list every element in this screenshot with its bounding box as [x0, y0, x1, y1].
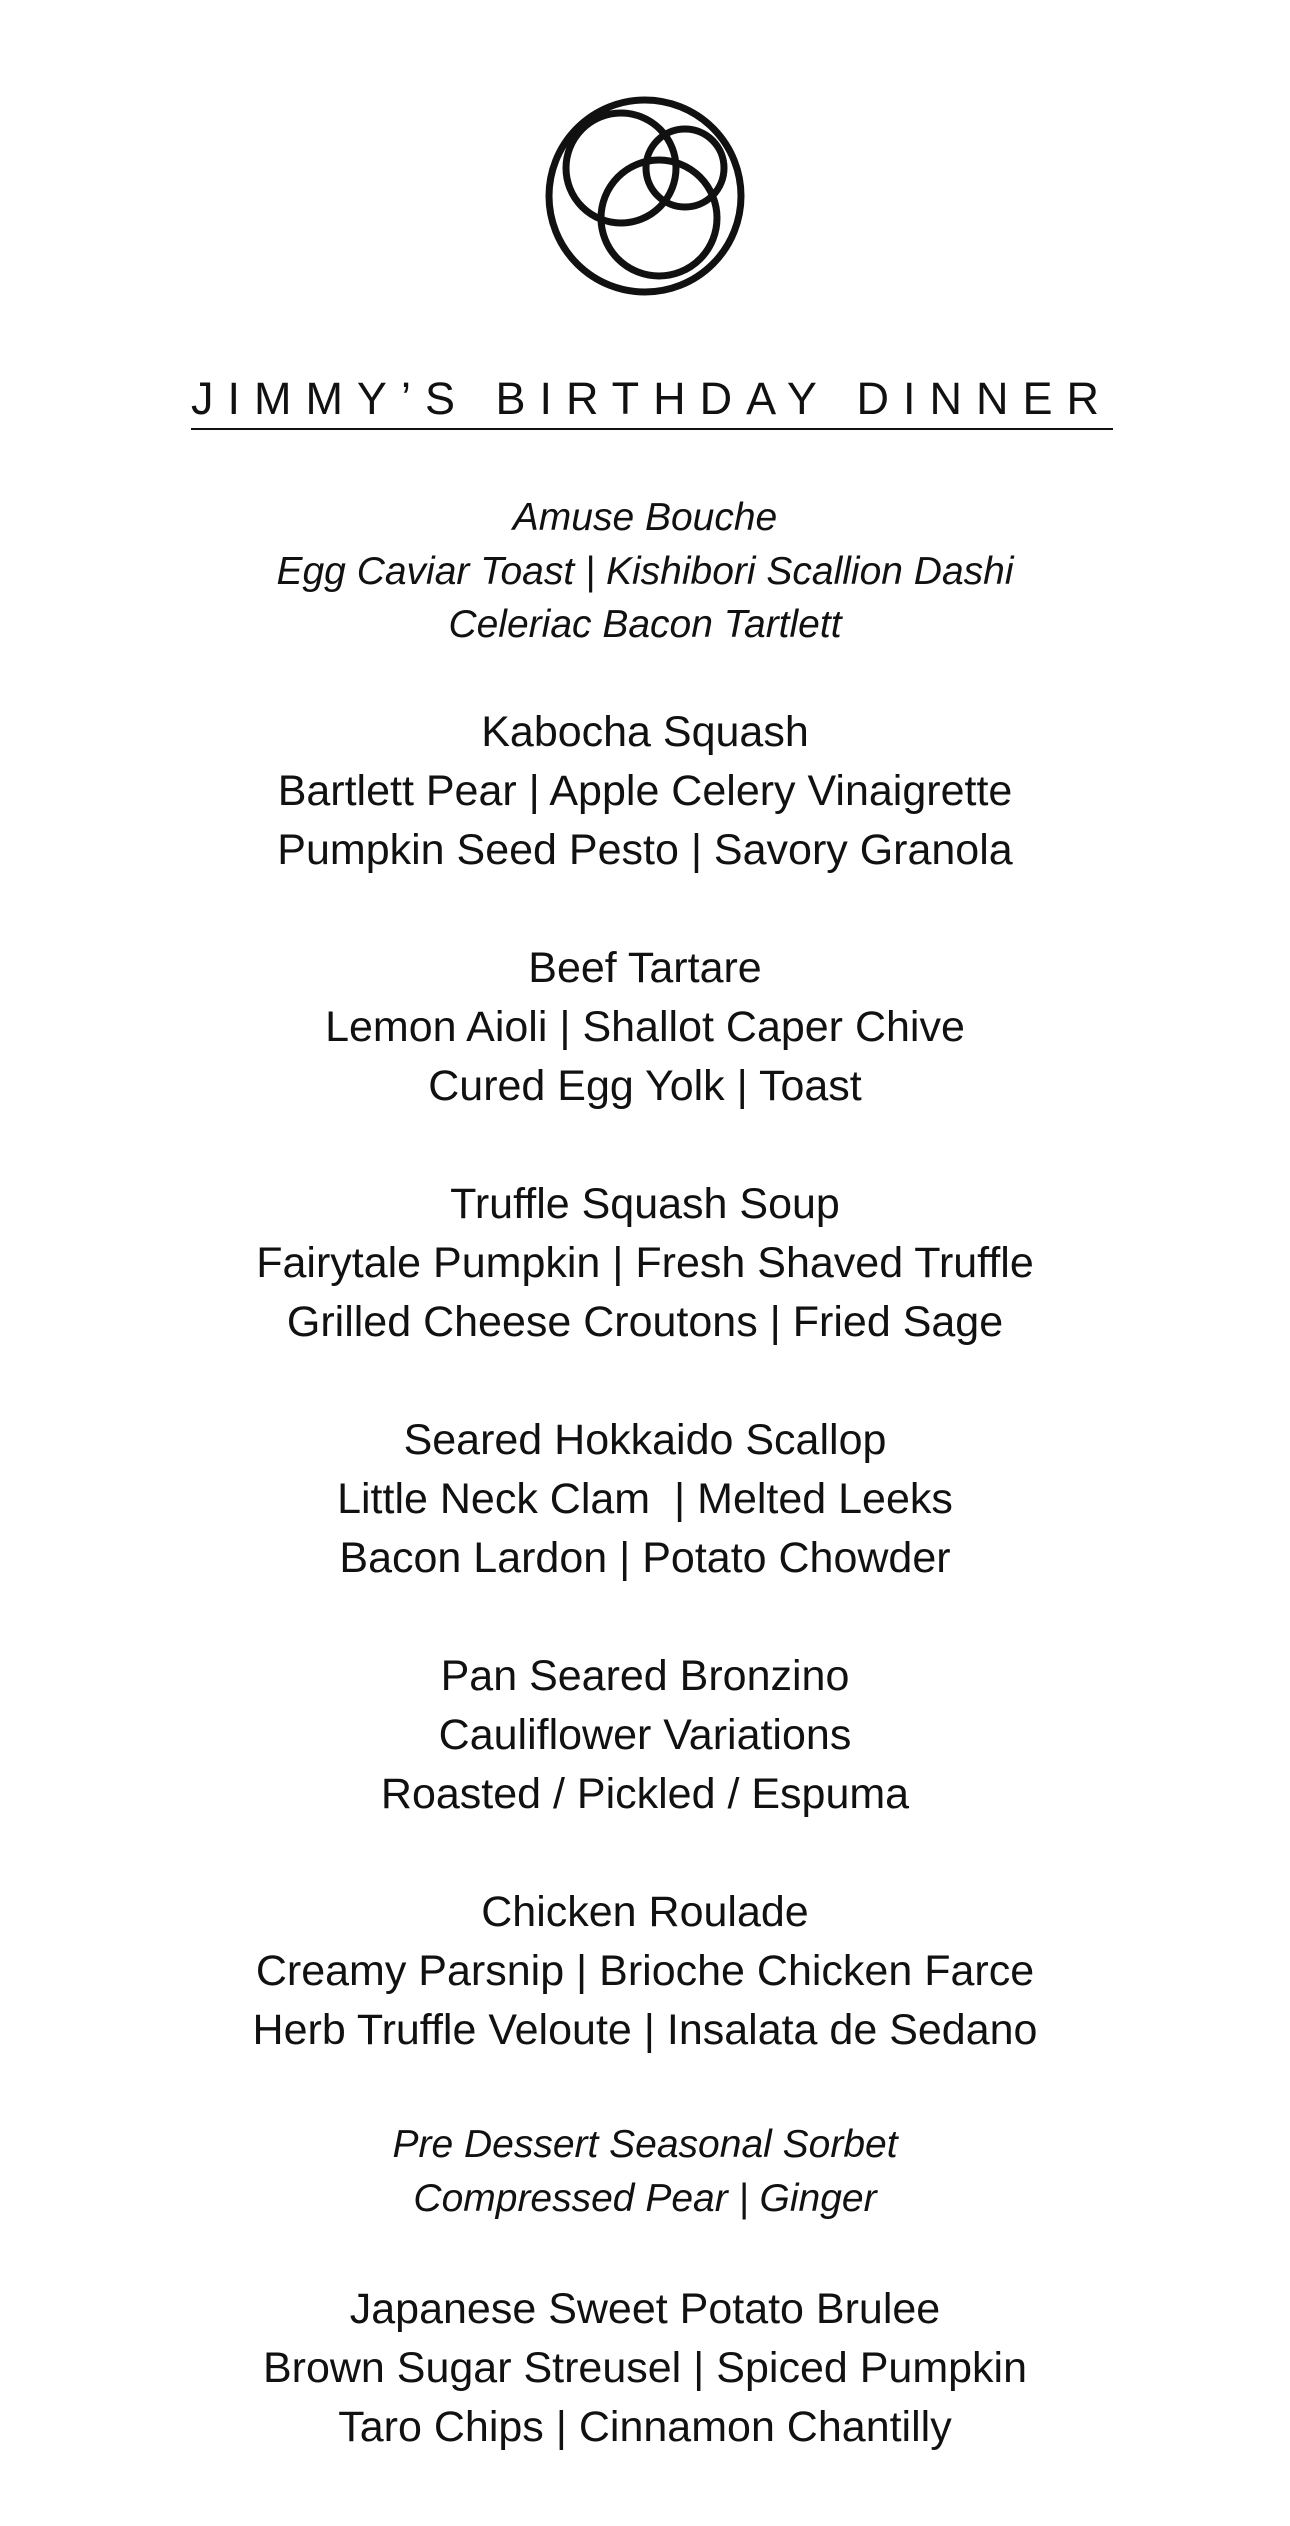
course-detail: Bartlett Pear | Apple Celery Vinaigrette	[277, 767, 1013, 815]
course-name: Pan Seared Bronzino	[440, 1652, 850, 1700]
course-sweet-potato-brulee	[0, 2280, 1290, 2457]
course-detail: Bacon Lardon | Potato Chowder	[339, 1534, 951, 1582]
course-detail: Brown Sugar Streusel | Spiced Pumpkin	[262, 2344, 1028, 2392]
course-seared-hokkaido-scallop	[0, 1411, 1290, 1588]
course-name: Pre Dessert Seasonal Sorbet	[392, 2123, 898, 2166]
course-beef-tartare	[0, 939, 1290, 1116]
course-pan-seared-bronzino	[0, 1647, 1290, 1824]
course-detail: Cauliflower Variations	[438, 1711, 852, 1759]
course-name: Amuse Bouche	[512, 496, 778, 539]
course-detail: Pumpkin Seed Pesto | Savory Granola	[277, 826, 1013, 874]
course-detail: Compressed Pear | Ginger	[413, 2176, 877, 2220]
course-detail: Lemon Aioli | Shallot Caper Chive	[325, 1003, 965, 1051]
page-title	[0, 372, 1290, 430]
page-title-text: JIMMY’S BIRTHDAY DINNER	[191, 372, 1113, 430]
course-name: Japanese Sweet Potato Brulee	[349, 2285, 941, 2333]
course-detail: Cured Egg Yolk | Toast	[428, 1062, 862, 1110]
course-detail: Herb Truffle Veloute | Insalata de Sedano	[252, 2006, 1038, 2054]
course-detail: Roasted / Pickled / Espuma	[380, 1770, 910, 1818]
interlocking-circles-logo-icon	[543, 94, 747, 298]
course-name: Seared Hokkaido Scallop	[403, 1416, 887, 1464]
course-detail: Fairytale Pumpkin | Fresh Shaved Truffle	[256, 1239, 1034, 1287]
course-detail: Creamy Parsnip | Brioche Chicken Farce	[255, 1947, 1035, 1995]
course-amuse-bouche	[0, 491, 1290, 652]
course-name: Beef Tartare	[528, 944, 762, 992]
course-detail: Celeriac Bacon Tartlett	[448, 603, 842, 646]
course-detail: Grilled Cheese Croutons | Fried Sage	[286, 1298, 1004, 1346]
course-detail: Little Neck Clam | Melted Leeks	[337, 1475, 953, 1523]
course-name: Chicken Roulade	[481, 1888, 809, 1936]
course-detail: Egg Caviar Toast | Kishibori Scallion Dashi	[276, 549, 1014, 593]
course-truffle-squash-soup	[0, 1175, 1290, 1352]
course-name: Truffle Squash Soup	[450, 1180, 840, 1228]
course-detail: Taro Chips | Cinnamon Chantilly	[338, 2403, 952, 2451]
course-kabocha-squash	[0, 703, 1290, 880]
course-name: Kabocha Squash	[481, 708, 809, 756]
course-pre-dessert	[0, 2118, 1290, 2225]
course-chicken-roulade	[0, 1883, 1290, 2060]
